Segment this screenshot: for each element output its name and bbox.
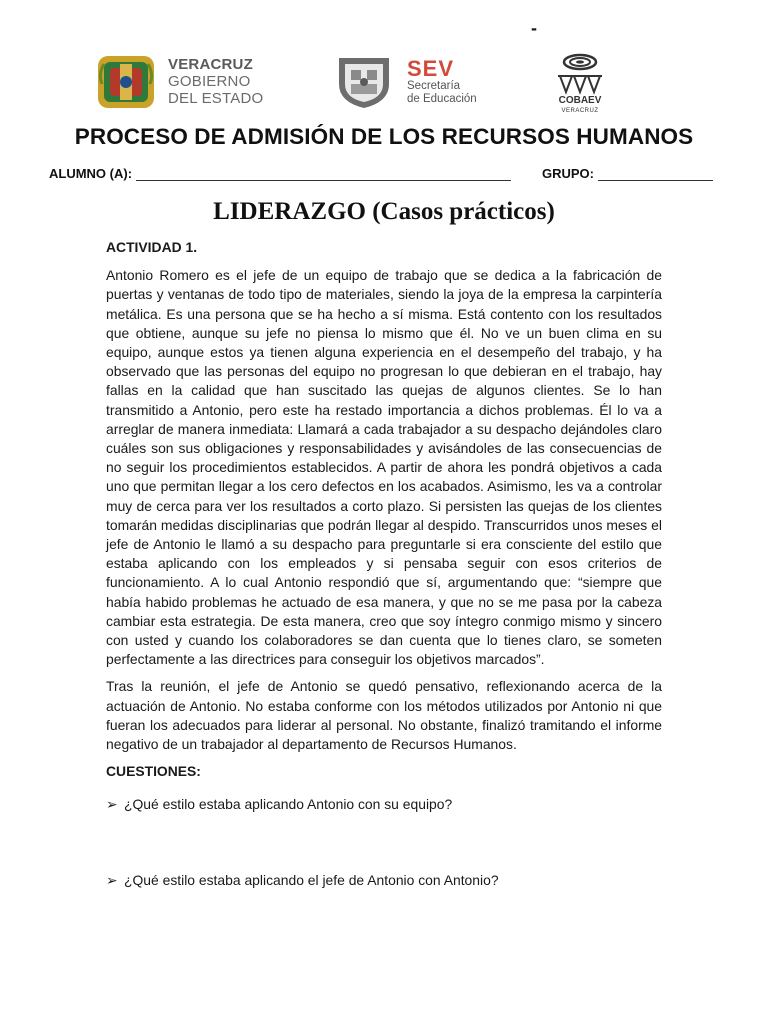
veracruz-government-logo bbox=[96, 52, 276, 112]
main-title: PROCESO DE ADMISIÓN DE LOS RECURSOS HUMANOS bbox=[74, 124, 694, 149]
case-paragraph-1: Antonio Romero es el jefe de un equipo de trabajo que se dedica a la fabricación de puertas y ventanas de todo tipo de materiales, siendo la joya de la empresa la carpintería metálica. Es una persona que se ha hecho a sí misma. Está contento con los resultados que obtiene, aunque su jefe no piensa lo mismo que él. No ve un buen clima en su equipo, aunque estos ya tienen alguna experiencia en el desempeño del trabajo, y ha observado que las personas del equipo no progresan lo que debieran en el trabajo, hay fallas en la calidad que han suscitado las quejas de algunos clientes. Se lo han transmitido a Antonio, pero este ha restado importancia a dichos problemas. Él lo va a arreglar de manera inmediata: Llamará a cada trabajador a su despacho dejándoles claro cuáles son sus obligaciones y responsabilidades y avisándoles de las consecuencias de no seguir los procedimientos establecidos. A partir de ahora les pondrá objetivos a cada uno que permitan llegar a los cero defectos en los acabados. Asimismo, les va a controlar muy de cerca para ver los resultados a corto plazo. Si persisten las quejas de los clientes tomarán medidas disciplinarias que podrán llegar al despido. Transcurridos unos meses el jefe de Antonio le llamó a su despacho para preguntarle si era consciente del estilo que estaba aplicando con los empleados y si pensaba seguir con esos criterios de funcionamiento. A lo cual Antonio respondió que sí, argumentando que: “siempre que había habido problemas he actuado de esa manera, y que no se me pasa por la cabeza cambiar esta estrategia. De esta manera, creo que soy íntegro conmigo mismo y sincero con usted y cuando los colaboradores se dan cuenta que lo tienes claro, se someten perfectamente a las directrices para conseguir los objetivos marcados”. bbox=[106, 267, 662, 668]
document-content bbox=[106, 238, 662, 890]
question-item bbox=[106, 795, 662, 814]
cobaev-wordmark: COBAEV VERACRUZ bbox=[558, 95, 602, 114]
sev-wordmark: SEV Secretaría de Educación bbox=[407, 56, 477, 105]
sev-shield-icon bbox=[333, 54, 395, 110]
question-text: ¿Qué estilo estaba aplicando Antonio con su equipo? bbox=[124, 796, 453, 813]
question-item bbox=[106, 871, 662, 890]
student-fields-row bbox=[49, 166, 713, 186]
case-paragraph-2: Tras la reunión, el jefe de Antonio se quedó pensativo, reflexionando acerca de la actuación de Antonio. No estaba conforme con los métodos utilizados por Antonio ni que fueran los adecuados para liderar al personal. No obstante, finalizó tramitando el informe negativo de un trabajador al departamento de Recursos Humanos. bbox=[106, 678, 662, 753]
question-text: ¿Qué estilo estaba aplicando el jefe de Antonio con Antonio? bbox=[124, 871, 499, 888]
grupo-field[interactable] bbox=[542, 166, 713, 181]
questions-heading: CUESTIONES: bbox=[106, 763, 201, 780]
grupo-blank-line[interactable] bbox=[598, 171, 713, 181]
alumno-label: ALUMNO (A): bbox=[49, 166, 133, 181]
arrow-bullet-icon: ➢ bbox=[106, 796, 118, 813]
logo-row bbox=[0, 52, 768, 116]
sev-logo bbox=[333, 52, 503, 112]
grupo-label: GRUPO: bbox=[542, 166, 594, 181]
alumno-blank-line[interactable] bbox=[136, 171, 511, 181]
veracruz-wordmark: VERACRUZ GOBIERNO DEL ESTADO bbox=[168, 56, 264, 107]
alumno-field[interactable] bbox=[49, 166, 511, 181]
arrow-bullet-icon: ➢ bbox=[106, 871, 118, 888]
top-dash-mark: - bbox=[531, 18, 537, 38]
veracruz-crest-icon bbox=[96, 54, 156, 110]
cobaev-logo bbox=[552, 52, 608, 116]
activity-heading: ACTIVIDAD 1. bbox=[106, 239, 198, 255]
document-title: LIDERAZGO (Casos prácticos) bbox=[213, 198, 555, 225]
